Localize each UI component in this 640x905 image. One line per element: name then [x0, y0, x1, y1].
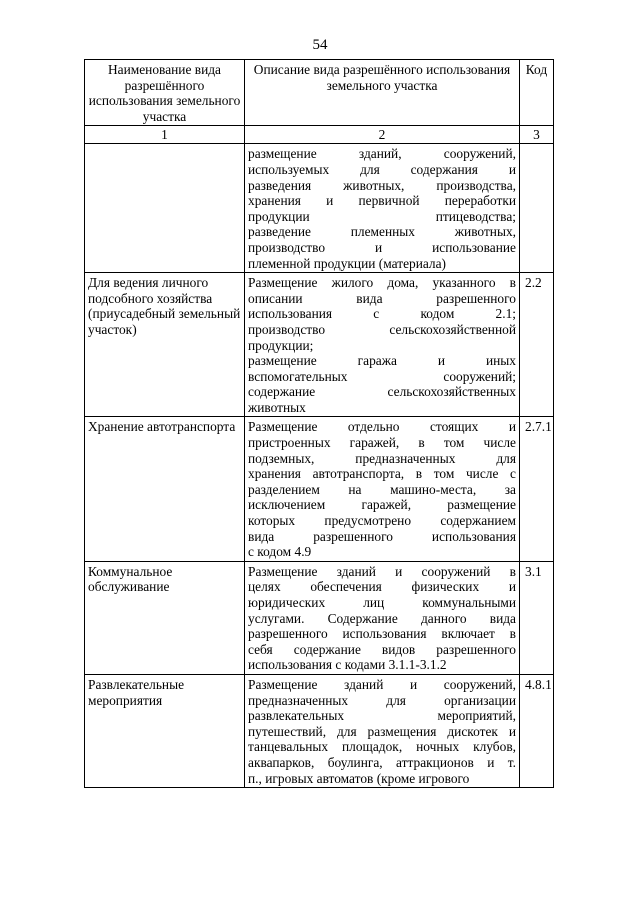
land-use-name: [85, 144, 245, 273]
description-line: животных: [248, 399, 306, 415]
description-line: вида разрешенного использования: [248, 528, 516, 544]
description-line: юридических лиц коммунальными: [248, 595, 516, 610]
description-line: разведения животных, производства,: [248, 177, 516, 193]
land-use-description: [245, 273, 520, 417]
description-line: разделением на машино-места, за: [248, 481, 516, 497]
table-row: [85, 561, 554, 674]
land-use-description: [245, 417, 520, 561]
table-row: [85, 417, 554, 561]
column-number: 2: [245, 126, 520, 144]
description-line: подземных, предназначенных для: [248, 450, 516, 466]
description-line: продукции;: [248, 337, 314, 353]
land-use-code: 2.2: [520, 273, 554, 417]
description-line: используемых для содержания и: [248, 161, 516, 177]
description-line: размещение зданий, сооружений,: [248, 146, 516, 162]
description-line: развлекательных мероприятий,: [248, 708, 516, 724]
description-line: хранения и первичной переработки: [248, 193, 516, 209]
description-line: описании вида разрешенного: [248, 290, 516, 306]
description-line: хранения автотранспорта, в том числе с: [248, 466, 516, 482]
header-description: Описание вида разрешённого использования земельного участка: [245, 60, 520, 126]
description-line: Размещение зданий и сооружений в: [248, 563, 516, 579]
description-line: путешествий, для размещения дискотек и: [248, 723, 516, 739]
description-line: услугами. Содержание данного вида: [248, 610, 516, 626]
description-line: аквапарков, боулинга, аттракционов и т.: [248, 754, 516, 770]
land-use-code: 2.7.1: [520, 417, 554, 561]
land-use-name: Развлекательные мероприятия: [85, 674, 245, 787]
description-line: племенной продукции (материала): [248, 255, 447, 271]
column-number: 3: [520, 126, 554, 144]
description-line: целях обеспечения физических и: [248, 579, 516, 595]
description-line: продукции птицеводства;: [248, 208, 516, 224]
description-line: пристроенных гаражей, в том числе: [248, 435, 516, 451]
description-line: исключением гаражей, размещение: [248, 497, 516, 513]
description-line: Размещение отдельно стоящих и: [248, 419, 516, 435]
description-line: использования с кодами 3.1.1-3.1.2: [248, 657, 447, 673]
description-line: танцевальных площадок, ночных клубов,: [248, 739, 516, 755]
table-row: [85, 144, 554, 273]
land-use-name: Для ведения личного подсобного хозяйства (приусадебный земельный участок): [85, 273, 245, 417]
description-line: разрешенного использования включает в: [248, 626, 516, 642]
description-line: с кодом 4.9: [248, 544, 312, 560]
land-use-code: 4.8.1: [520, 674, 554, 787]
description-line: Размещение зданий и сооружений,: [248, 676, 516, 692]
header-code: Код: [520, 60, 554, 126]
description-line: которых предусмотрено содержанием: [248, 513, 516, 529]
description-line: Размещение жилого дома, указанного в: [248, 275, 516, 291]
land-use-code: 3.1: [520, 561, 554, 674]
description-line: разведение племенных животных,: [248, 224, 516, 240]
land-use-name: Коммунальное обслуживание: [85, 561, 245, 674]
page-number: 54: [312, 37, 328, 53]
description-line: производство и использование: [248, 239, 516, 255]
land-use-name: Хранение автотранспорта: [85, 417, 245, 561]
land-use-description: [245, 561, 520, 674]
column-number-row: [85, 126, 554, 144]
description-line: предназначенных для организации: [248, 692, 516, 708]
description-line: п., игровых автоматов (кроме игрового: [248, 770, 470, 786]
description-line: размещение гаража и иных: [248, 353, 516, 369]
land-use-description: [245, 674, 520, 787]
land-use-code: [520, 144, 554, 273]
description-line: производство сельскохозяйственной: [248, 321, 516, 337]
column-number: 1: [85, 126, 245, 144]
table-header-row: [85, 60, 554, 126]
description-line: вспомогательных сооружений;: [248, 368, 516, 384]
description-line: содержание сельскохозяйственных: [248, 384, 516, 400]
land-use-description: [245, 144, 520, 273]
table-row: [85, 273, 554, 417]
header-name: Наименование вида разрешённого использования земельного участка: [85, 60, 245, 126]
description-line: использования с кодом 2.1;: [248, 306, 516, 322]
description-line: себя содержание видов разрешенного: [248, 641, 516, 657]
land-use-table: [84, 59, 554, 788]
table-row: [85, 674, 554, 787]
